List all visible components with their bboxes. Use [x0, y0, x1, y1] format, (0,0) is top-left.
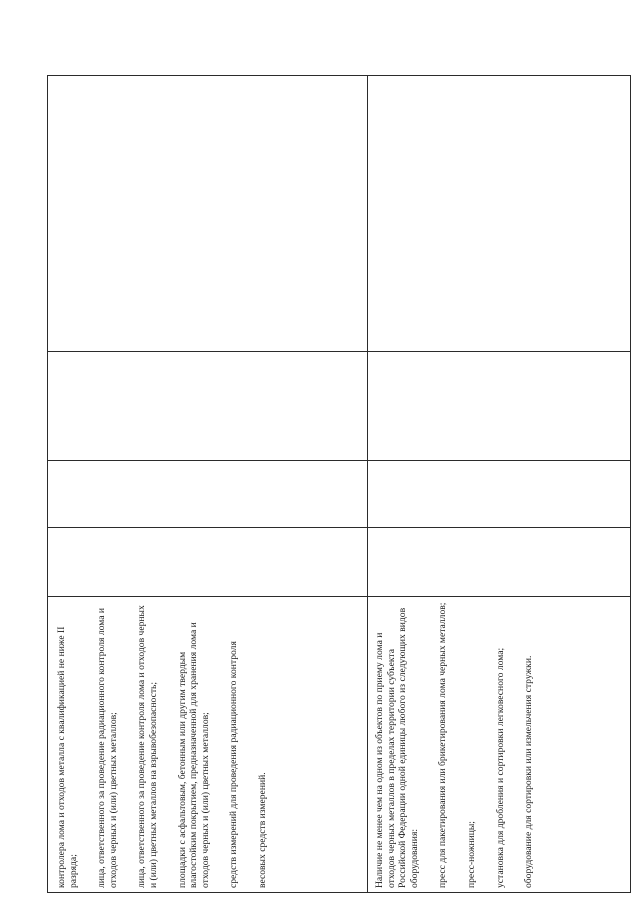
row-divider-2	[47, 460, 631, 461]
row-divider-4	[47, 596, 631, 597]
row-divider-1	[47, 351, 631, 352]
column-divider	[367, 75, 368, 893]
requirement-item: весовых средств измерений.	[256, 772, 268, 888]
requirement-item: контролера лома и отходов металла с квалификацией не ниже II разряда;	[56, 626, 79, 888]
table-left-border	[47, 75, 48, 893]
requirement-item: средств измерений для проведения радиационного контроля	[228, 641, 240, 888]
cell-equipment-requirements-column-1	[56, 602, 269, 888]
table-bottom-border	[47, 892, 631, 893]
row-divider-3	[47, 527, 631, 528]
requirement-item: установка для дробления и сортировки легковесного лома;	[494, 647, 506, 888]
cell-equipment-requirements-column-2	[374, 602, 535, 888]
table-right-border	[630, 75, 631, 893]
table-top-border	[47, 75, 631, 76]
requirement-item: Наличие не менее чем на одном из объектов по приему лома и отходов черных металлов в пределах территории субъекта Российской Федерации одной единицы любого из следующих видов оборудования:	[374, 607, 420, 888]
requirement-item: пресс-ножницы;	[465, 821, 477, 888]
requirement-item: пресс для пакетирования или брикетирования лома черных металлов;	[437, 602, 449, 888]
requirement-item: площадки с асфальтовым, бетонным или другим твердым влагостойким покрытием, предназначенной для хранения лома и отходов черных и (или) цветных металлов;	[176, 622, 211, 888]
requirement-item: лица, ответственного за проведение радиационного контроля лома и отходов черных и (или) цветных металлов;	[96, 607, 119, 888]
requirement-item: оборудование для сортировки или измельчения стружки.	[523, 655, 535, 888]
requirement-item: лица, ответственного за проведение контроля лома и отходов черных и (или) цветных металлов на взрывобезопасность;	[136, 605, 159, 888]
